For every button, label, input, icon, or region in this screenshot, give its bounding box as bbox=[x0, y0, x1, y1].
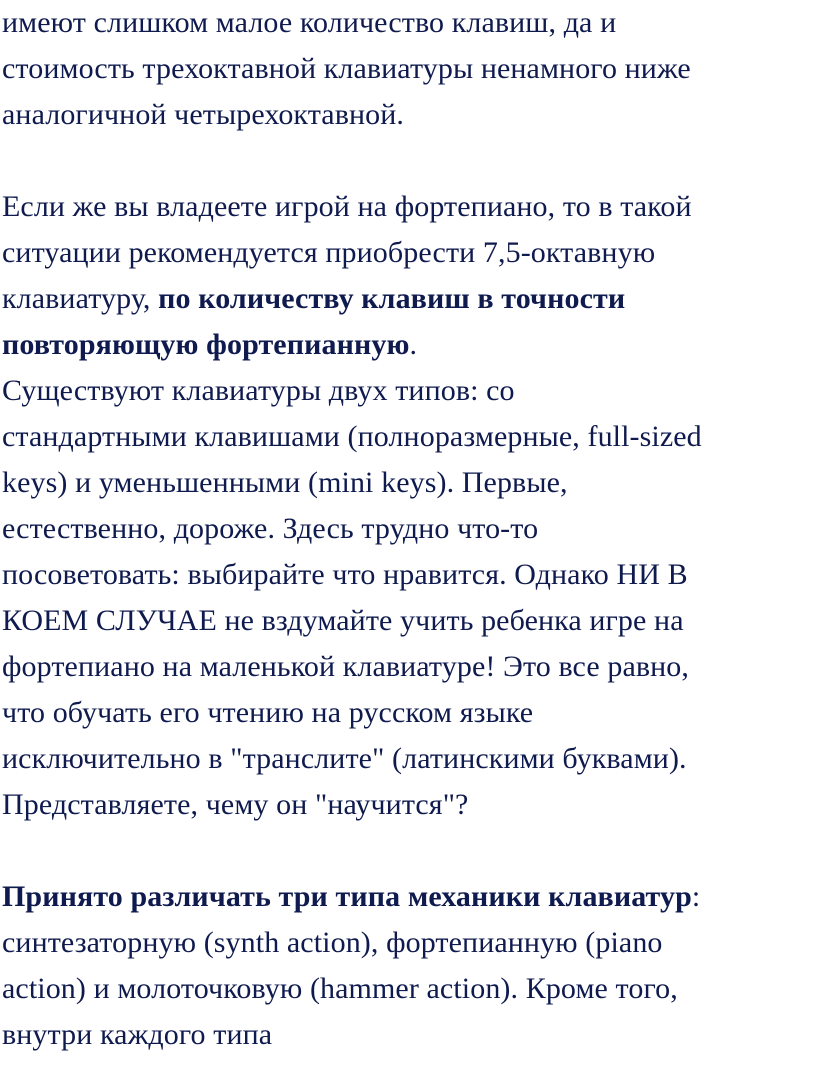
paragraph-piano-players bbox=[2, 184, 814, 368]
text-run: . bbox=[409, 328, 418, 361]
text-line: keys) и уменьшенными (mini keys). Первые, bbox=[2, 466, 568, 499]
text-line: посоветовать: выбирайте что нравится. Однако НИ В bbox=[2, 558, 688, 591]
text-line: внутри каждого типа bbox=[2, 1018, 273, 1051]
text-line: аналогичной четырехоктавной. bbox=[2, 98, 404, 131]
text-line: фортепиано на маленькой клавиатуре! Это все равно, bbox=[2, 650, 689, 683]
text-line: Если же вы владеете игрой на фортепиано, то в такой bbox=[2, 190, 692, 223]
text-line: стандартными клавишами (полноразмерные, full-sized bbox=[2, 420, 702, 453]
paragraph-spacer bbox=[2, 828, 814, 874]
paragraph-action-types bbox=[2, 874, 814, 1058]
text-line bbox=[2, 322, 814, 368]
text-line: естественно, дороже. Здесь трудно что-то bbox=[2, 512, 539, 545]
bold-emphasis: повторяющую фортепианную bbox=[2, 328, 410, 361]
paragraph-key-types bbox=[2, 368, 814, 828]
bold-emphasis: по количеству клавиш в точности bbox=[158, 282, 626, 315]
text-line: синтезаторную (synth action), фортепианную (piano bbox=[2, 926, 663, 959]
text-run: : bbox=[691, 880, 701, 913]
text-run: клавиатуру, bbox=[2, 282, 159, 315]
text-line: Представляете, чему он "научится"? bbox=[2, 788, 469, 821]
text-line: исключительно в "транслите" (латинскими буквами). bbox=[2, 742, 687, 775]
bold-emphasis: Принято различать три типа механики клавиатур bbox=[2, 880, 692, 913]
text-line: имеют слишком малое количество клавиш, да и bbox=[2, 6, 617, 39]
text-line: стоимость трехоктавной клавиатуры ненамного ниже bbox=[2, 52, 691, 85]
paragraph-spacer bbox=[2, 138, 814, 184]
text-line: КОЕМ СЛУЧАЕ не вздумайте учить ребенка игре на bbox=[2, 604, 684, 637]
text-line bbox=[2, 874, 814, 920]
text-line: Существуют клавиатуры двух типов: со bbox=[2, 374, 515, 407]
paragraph-keyboard-cost bbox=[2, 0, 814, 138]
text-line: ситуации рекомендуется приобрести 7,5-октавную bbox=[2, 236, 656, 269]
text-line bbox=[2, 276, 814, 322]
text-line: что обучать его чтению на русском языке bbox=[2, 696, 534, 729]
text-line: action) и молоточковую (hammer action). Кроме того, bbox=[2, 972, 678, 1005]
document-body bbox=[2, 0, 814, 1058]
